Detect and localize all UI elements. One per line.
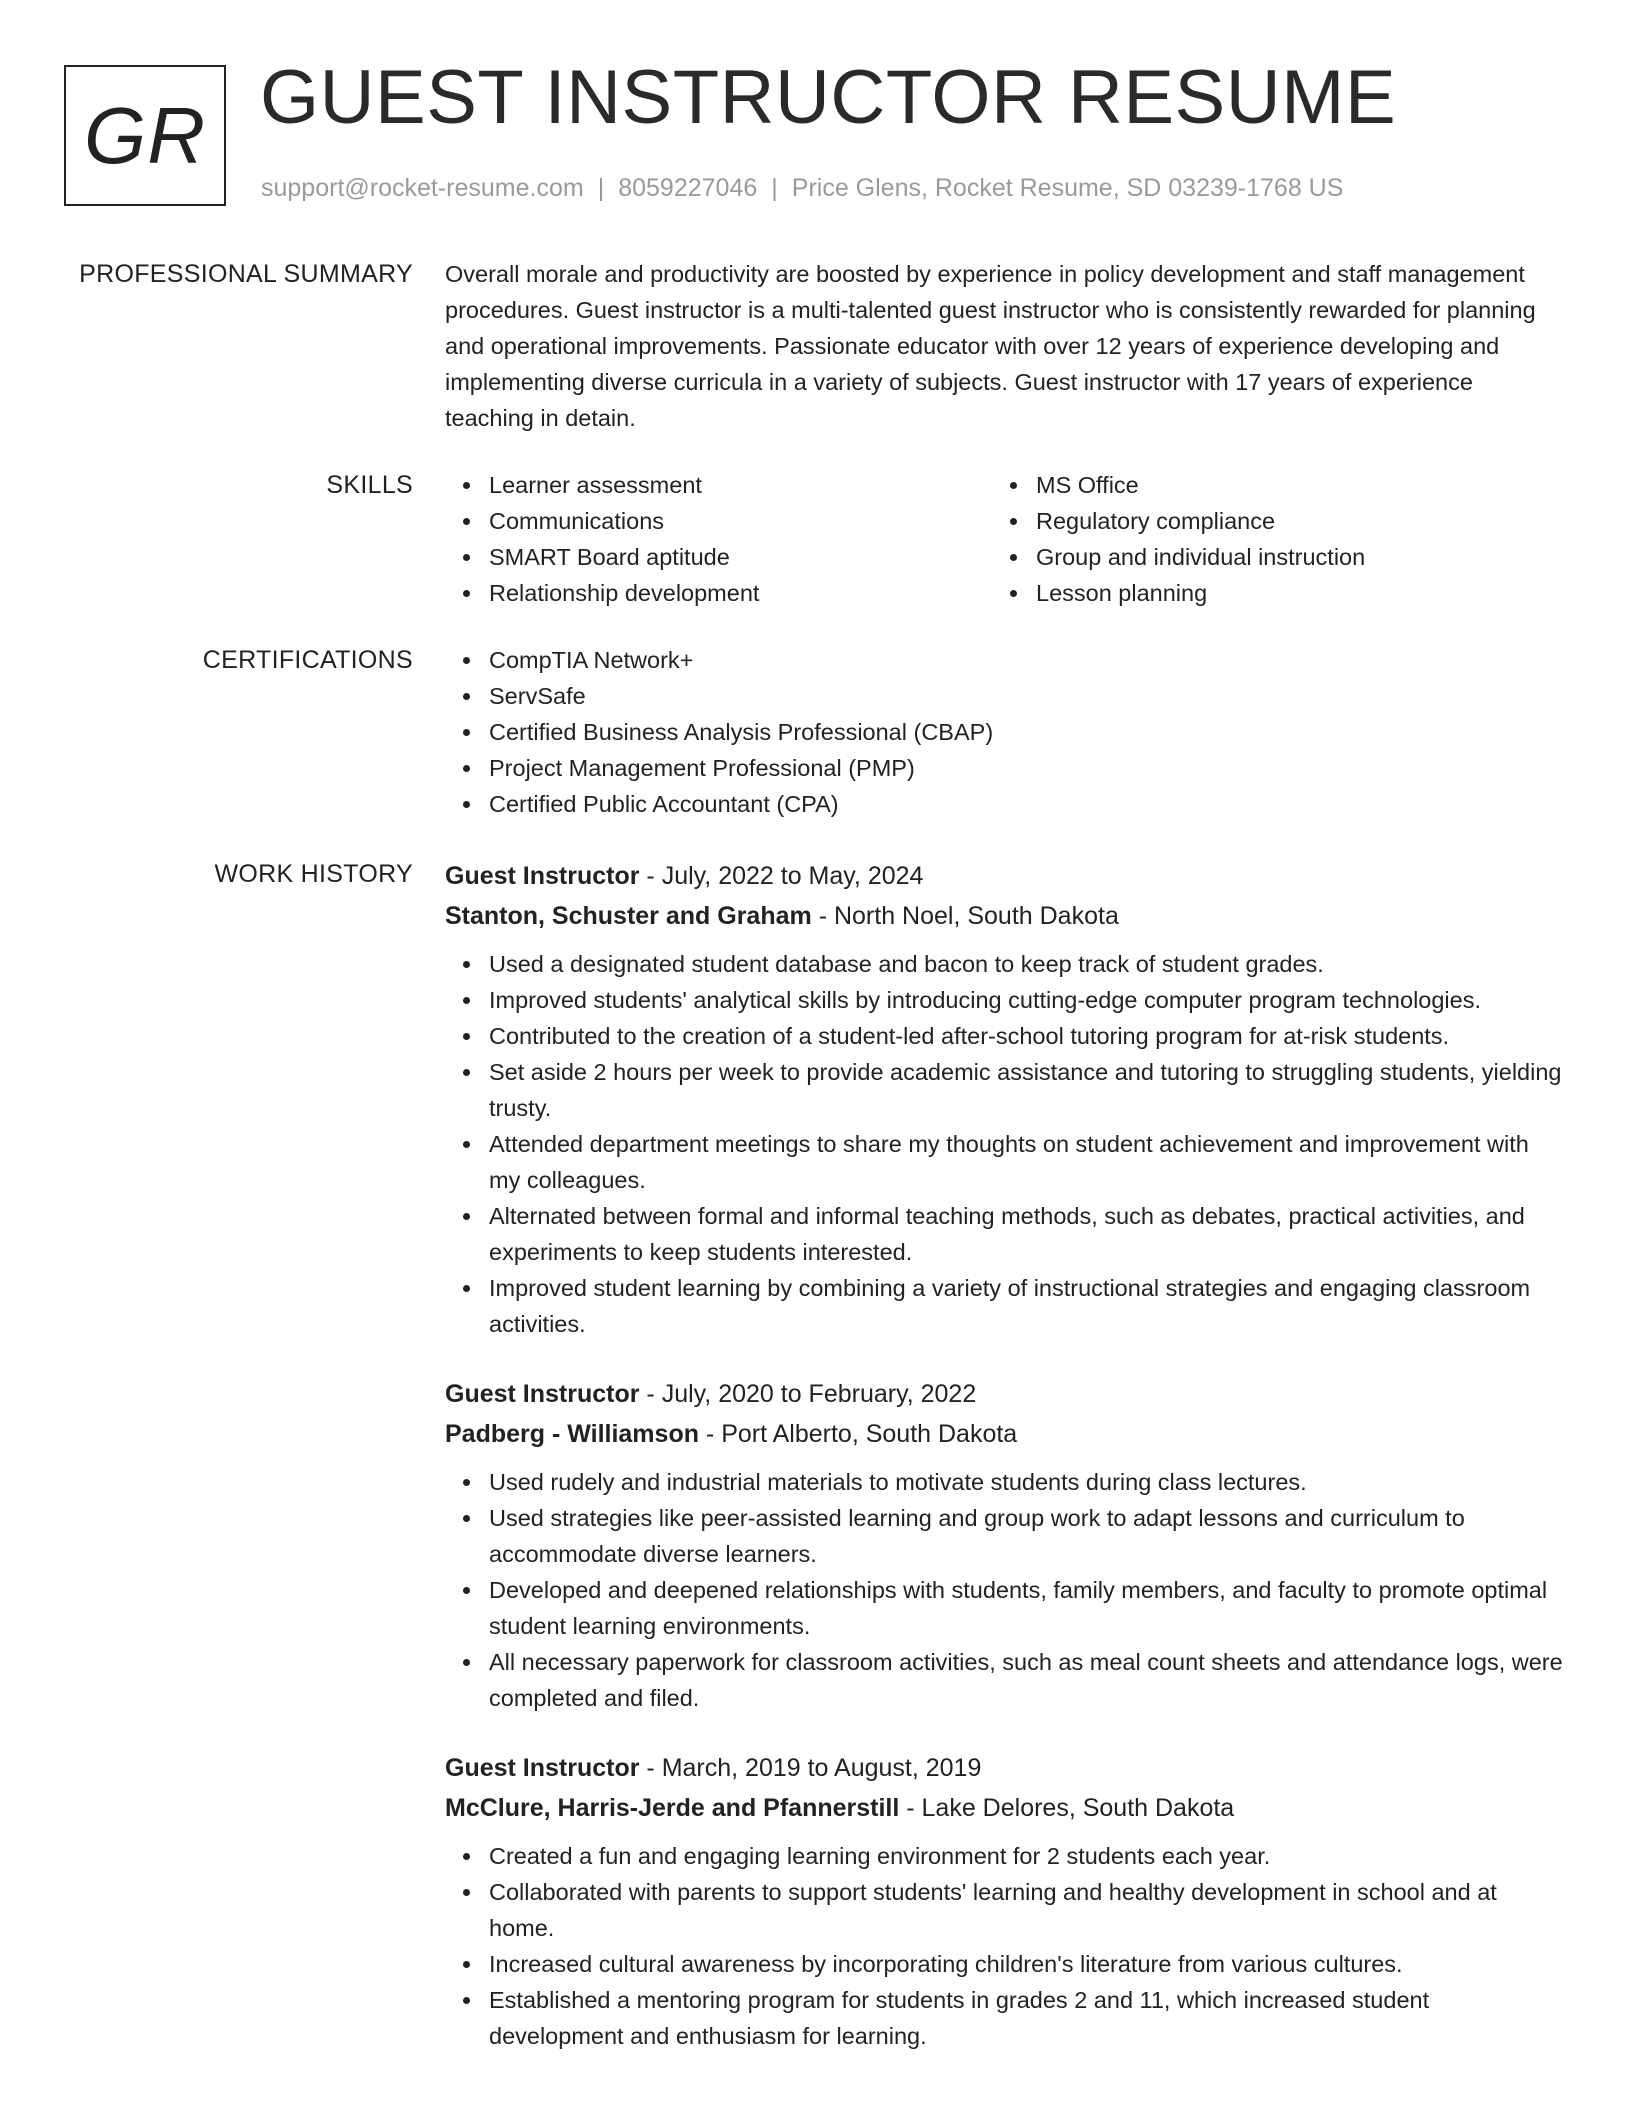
- job-bullet: Increased cultural awareness by incorporating children's literature from various cultures.: [445, 1946, 1565, 1982]
- contact-email[interactable]: support@rocket-resume.com: [261, 174, 584, 202]
- work-history-heading: WORK HISTORY: [214, 860, 413, 888]
- skill-item: Group and individual instruction: [992, 539, 1539, 575]
- job-title-line: [445, 1374, 1565, 1414]
- job-bullet: Established a mentoring program for students in grades 2 and 11, which increased student development and enthusiasm for learning.: [445, 1982, 1565, 2054]
- job-entry: [445, 856, 1565, 1342]
- job-dates: - July, 2022 to May, 2024: [639, 862, 924, 890]
- certifications-body: [445, 642, 1565, 822]
- certifications-list: [445, 642, 1565, 822]
- contact-line: [261, 174, 1343, 203]
- job-bullet: Attended department meetings to share my thoughts on student achievement and improvement with my colleagues.: [445, 1126, 1565, 1198]
- job-title-line: [445, 1748, 1565, 1788]
- job-title-line: [445, 856, 1565, 896]
- job-bullet: Contributed to the creation of a student-led after-school tutoring program for at-risk students.: [445, 1018, 1565, 1054]
- job-bullet: Developed and deepened relationships with students, family members, and faculty to promote optimal student learning environments.: [445, 1572, 1565, 1644]
- job-company: McClure, Harris-Jerde and Pfannerstill: [445, 1794, 900, 1822]
- job-bullet: Created a fun and engaging learning environment for 2 students each year.: [445, 1838, 1565, 1874]
- job-bullets: [445, 1838, 1565, 2054]
- job-company-line: [445, 1414, 1565, 1454]
- job-location: - Lake Delores, South Dakota: [899, 1794, 1235, 1822]
- job-bullet: Alternated between formal and informal teaching methods, such as debates, practical activities, and experiments to keep students interested.: [445, 1198, 1565, 1270]
- job-bullet: All necessary paperwork for classroom activities, such as meal count sheets and attendance logs, were completed and filed.: [445, 1644, 1565, 1716]
- skills-list-left: [445, 467, 992, 611]
- skills-heading: SKILLS: [326, 471, 413, 499]
- job-bullets: [445, 1464, 1565, 1716]
- job-bullet: Set aside 2 hours per week to provide academic assistance and tutoring to struggling students, yielding trusty.: [445, 1054, 1565, 1126]
- monogram-initials: GR: [84, 90, 206, 180]
- skill-item: Communications: [445, 503, 992, 539]
- job-bullet: Used strategies like peer-assisted learning and group work to adapt lessons and curriculum to accommodate diverse learners.: [445, 1500, 1565, 1572]
- certification-item: ServSafe: [445, 678, 1565, 714]
- job-company-line: [445, 896, 1565, 936]
- certification-item: CompTIA Network+: [445, 642, 1565, 678]
- job-dates: - March, 2019 to August, 2019: [639, 1754, 982, 1782]
- job-company-line: [445, 1788, 1565, 1828]
- job-bullet: Used rudely and industrial materials to motivate students during class lectures.: [445, 1464, 1565, 1500]
- summary-body: [445, 256, 1565, 436]
- summary-text: Overall morale and productivity are boosted by experience in policy development and staff management procedures. Guest instructor is a multi-talented guest instructor who is consistently rewarded for planning and operational improvements. Passionate educator with over 12 years of experience developing and implementing diverse curricula in a variety of subjects. Guest instructor with 17 years of experience teaching in detain.: [445, 261, 1536, 431]
- job-company: Stanton, Schuster and Graham: [445, 902, 812, 930]
- skills-grid: [445, 467, 1565, 611]
- certifications-heading: CERTIFICATIONS: [202, 646, 413, 674]
- job-role: Guest Instructor: [445, 862, 640, 890]
- certification-item: Certified Public Accountant (CPA): [445, 786, 1565, 822]
- resume-title: GUEST INSTRUCTOR RESUME: [260, 55, 1397, 140]
- job-location: - Port Alberto, South Dakota: [698, 1420, 1018, 1448]
- job-bullet: Improved students' analytical skills by introducing cutting-edge computer program technologies.: [445, 982, 1565, 1018]
- job-role: Guest Instructor: [445, 1380, 640, 1408]
- contact-separator: |: [597, 174, 605, 202]
- contact-phone[interactable]: 8059227046: [618, 174, 758, 202]
- job-bullet: Collaborated with parents to support students' learning and healthy development in school and at home.: [445, 1874, 1565, 1946]
- certification-item: Certified Business Analysis Professional (CBAP): [445, 714, 1565, 750]
- job-bullet: Improved student learning by combining a variety of instructional strategies and engaging classroom activities.: [445, 1270, 1565, 1342]
- summary-heading: PROFESSIONAL SUMMARY: [79, 260, 413, 288]
- contact-separator: |: [771, 174, 778, 202]
- skill-item: Learner assessment: [445, 467, 992, 503]
- certification-item: Project Management Professional (PMP): [445, 750, 1565, 786]
- job-bullets: [445, 946, 1565, 1342]
- monogram-box: [64, 65, 226, 206]
- job-entry: [445, 1374, 1565, 1716]
- job-entry: [445, 1748, 1565, 2054]
- skill-item: Lesson planning: [992, 575, 1539, 611]
- skills-list-right: [992, 467, 1539, 611]
- job-role: Guest Instructor: [445, 1754, 640, 1782]
- skill-item: MS Office: [992, 467, 1539, 503]
- job-bullet: Used a designated student database and bacon to keep track of student grades.: [445, 946, 1565, 982]
- skill-item: Regulatory compliance: [992, 503, 1539, 539]
- job-company: Padberg - Williamson: [445, 1420, 699, 1448]
- job-dates: - July, 2020 to February, 2022: [639, 1380, 977, 1408]
- work-history-body: [445, 856, 1565, 2086]
- skill-item: SMART Board aptitude: [445, 539, 992, 575]
- skill-item: Relationship development: [445, 575, 992, 611]
- skills-body: [445, 467, 1565, 611]
- job-location: - North Noel, South Dakota: [811, 902, 1119, 930]
- contact-address: Price Glens, Rocket Resume, SD 03239-1768 US: [791, 174, 1344, 202]
